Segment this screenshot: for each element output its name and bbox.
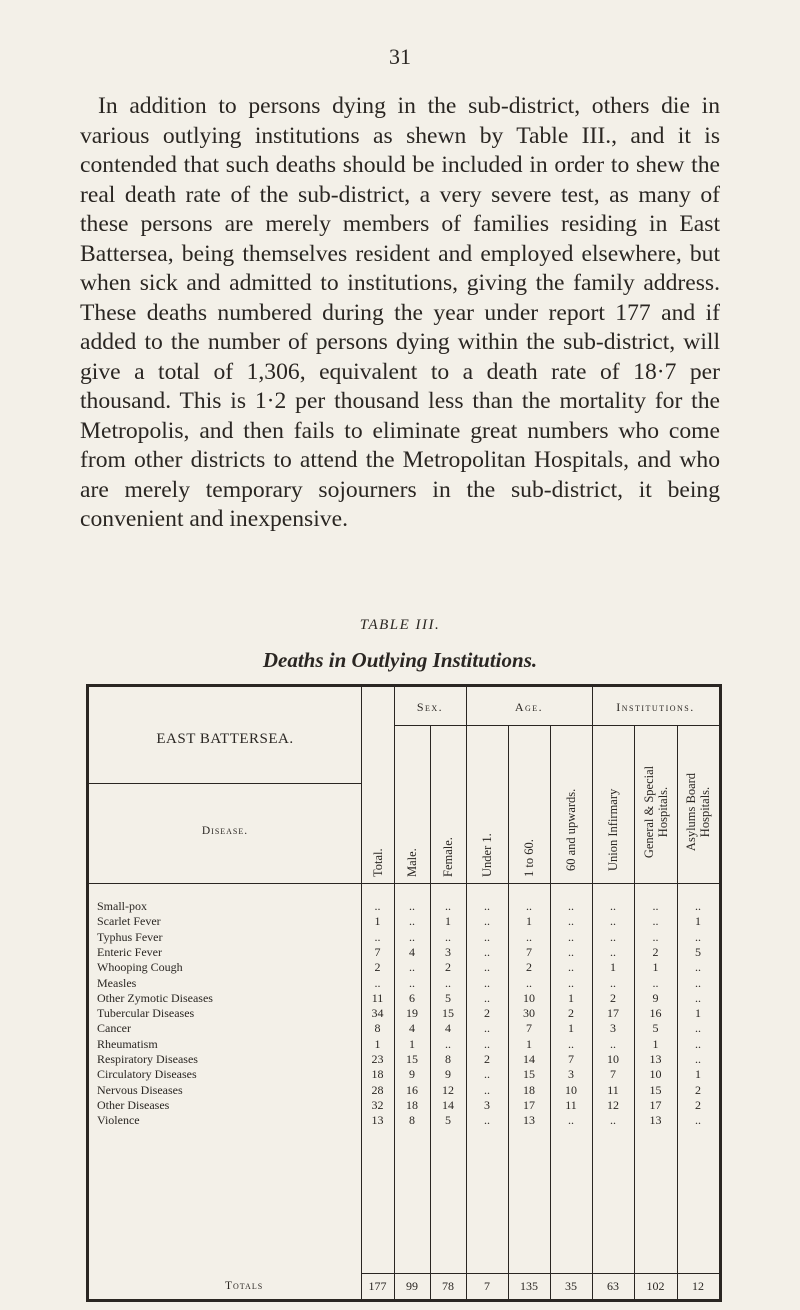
- table-cell: ..: [610, 1037, 616, 1051]
- table-cell: 1: [409, 1037, 415, 1051]
- table-cell: 14: [523, 1052, 535, 1066]
- table-cell: 7: [610, 1067, 616, 1081]
- table-cell: ..: [610, 899, 616, 913]
- table-cell: ..: [526, 930, 532, 944]
- table-cell: ..: [484, 1067, 490, 1081]
- table-cell: 2: [568, 1006, 574, 1020]
- disease-name: Small-pox: [97, 899, 147, 913]
- table-cell: 3: [445, 945, 451, 959]
- table-cell: ..: [484, 1083, 490, 1097]
- deaths-table: [86, 684, 722, 1302]
- table-cell: ..: [484, 930, 490, 944]
- table-cell: ..: [445, 899, 451, 913]
- column-header-label: Male.: [405, 848, 419, 877]
- table-row: [89, 1083, 719, 1098]
- totals-cell: 135: [520, 1279, 538, 1293]
- table-cell: ..: [374, 976, 381, 990]
- table-row: [89, 1098, 719, 1113]
- table-cell: 16: [649, 1006, 662, 1020]
- table-cell: 3: [568, 1067, 574, 1081]
- table-cell: 13: [523, 1113, 535, 1127]
- table-cell: 2: [526, 960, 532, 974]
- table-cell: ..: [484, 899, 490, 913]
- table-cell: 8: [374, 1021, 381, 1035]
- table-cell: 2: [445, 960, 451, 974]
- column-header-5: [508, 737, 550, 877]
- disease-name: Typhus Fever: [97, 930, 163, 944]
- table-cell: ..: [409, 930, 415, 944]
- table-cell: 30: [523, 1006, 535, 1020]
- table-cell: ..: [695, 1037, 701, 1051]
- table-cell: 28: [371, 1083, 384, 1097]
- page-number: 31: [389, 44, 411, 69]
- column-header-label: Total.: [371, 848, 385, 877]
- column-header-label: Union Infirmary: [606, 788, 620, 871]
- table-cell: 7: [526, 1021, 532, 1035]
- table-cell: 15: [649, 1083, 662, 1097]
- table-cell: ..: [610, 914, 616, 928]
- table-cell: 32: [371, 1098, 384, 1112]
- table-cell: 10: [565, 1083, 577, 1097]
- table-cell: 7: [568, 1052, 574, 1066]
- table-cell: 2: [652, 945, 659, 959]
- table-cell: 2: [695, 1083, 701, 1097]
- table-cell: 8: [445, 1052, 451, 1066]
- table-cell: 12: [442, 1083, 454, 1097]
- table-cell: ..: [568, 960, 574, 974]
- table-cell: ..: [610, 1113, 616, 1127]
- table-cell: 19: [406, 1006, 418, 1020]
- table-cell: ..: [568, 945, 574, 959]
- table-cell: 5: [445, 991, 451, 1005]
- table-cell: ..: [695, 1021, 701, 1035]
- table-row: [89, 991, 719, 1006]
- table-cell: 2: [374, 960, 381, 974]
- district-divider: [89, 783, 361, 784]
- table-cell: ..: [409, 976, 415, 990]
- table-cell: 15: [523, 1067, 535, 1081]
- totals-label: Totals: [225, 1280, 264, 1292]
- group-divider: [394, 725, 719, 726]
- table-cell: ..: [568, 1037, 574, 1051]
- table-cell: 1: [652, 1037, 659, 1051]
- table-cell: 2: [695, 1098, 701, 1112]
- table-row: [89, 960, 719, 975]
- column-header-2: [394, 737, 430, 877]
- table-cell: 9: [445, 1067, 451, 1081]
- table-cell: ..: [695, 960, 701, 974]
- table-cell: 1: [695, 1067, 701, 1081]
- table-cell: 2: [610, 991, 616, 1005]
- column-header-label: Under 1.: [480, 833, 494, 877]
- table-cell: 17: [523, 1098, 535, 1112]
- table-cell: ..: [484, 960, 490, 974]
- table-cell: 11: [371, 991, 384, 1005]
- sex-group-header: Sex.: [416, 700, 444, 714]
- table-cell: 9: [409, 1067, 415, 1081]
- table-cell: 3: [484, 1098, 490, 1112]
- table-cell: ..: [445, 976, 451, 990]
- totals-row: [89, 1279, 719, 1294]
- table-cell: ..: [484, 1113, 490, 1127]
- disease-name: Nervous Diseases: [97, 1083, 183, 1097]
- disease-name: Other Diseases: [97, 1098, 170, 1112]
- institutions-group-header: Institutions.: [616, 700, 695, 714]
- table-cell: 18: [406, 1098, 418, 1112]
- table-cell: ..: [409, 914, 415, 928]
- table-cell: ..: [568, 1113, 574, 1127]
- totals-divider: [361, 1273, 719, 1274]
- column-header-7: [592, 731, 634, 871]
- table-row: [89, 1006, 719, 1021]
- disease-name: Respiratory Diseases: [97, 1052, 198, 1066]
- table-cell: 18: [523, 1083, 535, 1097]
- table-row: [89, 914, 719, 929]
- column-header-4: [466, 737, 508, 877]
- totals-cell: 35: [565, 1279, 577, 1293]
- table-cell: ..: [695, 991, 701, 1005]
- table-cell: ..: [652, 930, 659, 944]
- table-cell: 23: [371, 1052, 384, 1066]
- table-cell: 18: [371, 1067, 384, 1081]
- column-header-label: 1 to 60.: [522, 839, 536, 877]
- column-header-label: General & Special Hospitals.: [642, 765, 670, 859]
- table-cell: 13: [649, 1113, 662, 1127]
- table-cell: ..: [484, 1021, 490, 1035]
- age-group-header: Age.: [514, 700, 544, 714]
- disease-name: Scarlet Fever: [97, 914, 161, 928]
- totals-cell: 177: [368, 1279, 387, 1293]
- district-title: EAST BATTERSEA.: [156, 731, 294, 747]
- table-row: [89, 1052, 719, 1067]
- table-cell: ..: [568, 930, 574, 944]
- table-cell: ..: [652, 976, 659, 990]
- table-cell: 13: [649, 1052, 662, 1066]
- table-cell: ..: [695, 930, 701, 944]
- table-cell: ..: [695, 1113, 701, 1127]
- table-cell: 1: [568, 991, 574, 1005]
- table-cell: 13: [371, 1113, 384, 1127]
- table-cell: 10: [523, 991, 535, 1005]
- table-cell: ..: [526, 899, 532, 913]
- table-cell: 4: [409, 1021, 415, 1035]
- table-row: [89, 1113, 719, 1128]
- table-cell: 14: [442, 1098, 454, 1112]
- disease-name: Cancer: [97, 1021, 131, 1035]
- table-cell: ..: [484, 945, 490, 959]
- column-header-label: 60 and upwards.: [564, 788, 578, 871]
- totals-cell: 12: [692, 1279, 704, 1293]
- table-cell: 8: [409, 1113, 415, 1127]
- table-cell: ..: [695, 899, 701, 913]
- table-cell: 15: [406, 1052, 418, 1066]
- table-cell: 4: [409, 945, 415, 959]
- column-header-6: [550, 731, 592, 871]
- table-row: [89, 1067, 719, 1082]
- table-cell: 1: [374, 1037, 381, 1051]
- totals-cell: 102: [646, 1279, 665, 1293]
- table-row: [89, 945, 719, 960]
- table-cell: 5: [445, 1113, 451, 1127]
- disease-name: Circulatory Diseases: [97, 1067, 197, 1081]
- table-cell: ..: [695, 1052, 701, 1066]
- table-cell: ..: [695, 976, 701, 990]
- table-cell: 17: [607, 1006, 619, 1020]
- table-cell: ..: [568, 976, 574, 990]
- table-cell: ..: [610, 945, 616, 959]
- table-cell: 5: [652, 1021, 659, 1035]
- table-cell: 3: [610, 1021, 616, 1035]
- table-cell: ..: [484, 991, 490, 1005]
- disease-name: Enteric Fever: [97, 945, 162, 959]
- table-cell: ..: [374, 930, 381, 944]
- table-cell: ..: [526, 976, 532, 990]
- table-cell: ..: [568, 914, 574, 928]
- disease-name: Whooping Cough: [97, 960, 183, 974]
- table-cell: 5: [695, 945, 701, 959]
- table-cell: 2: [484, 1006, 490, 1020]
- column-header-3: [430, 737, 466, 877]
- table-cell: 1: [695, 914, 701, 928]
- column-header-label: Female.: [441, 837, 455, 877]
- table-cell: ..: [652, 899, 659, 913]
- table-cell: 16: [406, 1083, 418, 1097]
- table-cell: ..: [652, 914, 659, 928]
- table-cell: ..: [409, 899, 415, 913]
- table-cell: 12: [607, 1098, 619, 1112]
- table-cell: ..: [445, 1037, 451, 1051]
- table-caption: Deaths in Outlying Institutions.: [262, 648, 538, 672]
- table-cell: 10: [607, 1052, 619, 1066]
- table-cell: 1: [610, 960, 616, 974]
- disease-name: Rheumatism: [97, 1037, 158, 1051]
- table-cell: 9: [652, 991, 659, 1005]
- table-cell: ..: [484, 1037, 490, 1051]
- table-row: [89, 976, 719, 991]
- table-cell: 1: [374, 914, 381, 928]
- table-cell: 1: [652, 960, 659, 974]
- table-cell: ..: [409, 960, 415, 974]
- table-cell: 1: [695, 1006, 701, 1020]
- table-label: TABLE III.: [359, 617, 441, 633]
- table-cell: 6: [409, 991, 415, 1005]
- table-cell: 7: [374, 945, 381, 959]
- totals-cell: 7: [484, 1279, 490, 1293]
- table-cell: ..: [568, 899, 574, 913]
- disease-name: Tubercular Diseases: [97, 1006, 195, 1020]
- table-cell: ..: [610, 930, 616, 944]
- table-cell: 1: [526, 1037, 532, 1051]
- column-header-8: [634, 731, 677, 871]
- table-cell: 11: [607, 1083, 619, 1097]
- table-cell: ..: [484, 914, 490, 928]
- column-header-1: [361, 737, 394, 877]
- table-cell: ..: [374, 899, 381, 913]
- table-cell: 17: [649, 1098, 662, 1112]
- table-row: [89, 930, 719, 945]
- header-divider: [89, 883, 719, 884]
- disease-name: Measles: [97, 976, 137, 990]
- table-cell: 34: [371, 1006, 384, 1020]
- body-paragraph: In addition to persons dying in the sub-district, others die in various outlying institutions as shewn by Table III., and it is contended that such deaths should be included in order to shew the real death rate of the sub-district, a very severe test, as many of these persons are merely members of families residing in East Battersea, being themselves resident and employed elsewhere, but when sick and admitted to institutions, giving the family address. These deaths numbered during the year under report 177 and if added to the number of persons dying within the sub-district, will give a total of 1,306, equivalent to a death rate of 18·7 per thousand. This is 1·2 per thousand less than the mortality for the Metropolis, and then fails to eliminate great numbers who come from other districts to attend the Metropolitan Hospitals, and who are merely temporary sojourners in the sub-district, it being convenient and inexpensive.: [80, 93, 720, 532]
- table-cell: 1: [526, 914, 532, 928]
- totals-cell: 78: [442, 1279, 454, 1293]
- totals-cell: 63: [607, 1279, 619, 1293]
- disease-name: Violence: [97, 1113, 140, 1127]
- table-cell: 2: [484, 1052, 490, 1066]
- table-cell: 1: [445, 914, 451, 928]
- table-row: [89, 1037, 719, 1052]
- table-cell: 10: [649, 1067, 662, 1081]
- table-row: [89, 899, 719, 914]
- disease-name: Other Zymotic Diseases: [97, 991, 213, 1005]
- table-cell: 7: [526, 945, 532, 959]
- table-cell: ..: [445, 930, 451, 944]
- table-cell: 11: [565, 1098, 577, 1112]
- table-cell: ..: [484, 976, 490, 990]
- column-header-9: [677, 731, 719, 871]
- totals-cell: 99: [406, 1279, 418, 1293]
- table-cell: 1: [568, 1021, 574, 1035]
- table-cell: 15: [442, 1006, 454, 1020]
- table-cell: 4: [445, 1021, 451, 1035]
- disease-column-title: Disease.: [201, 825, 249, 837]
- column-header-label: Asylums Board Hospitals.: [684, 772, 712, 852]
- table-row: [89, 1021, 719, 1036]
- table-cell: ..: [610, 976, 616, 990]
